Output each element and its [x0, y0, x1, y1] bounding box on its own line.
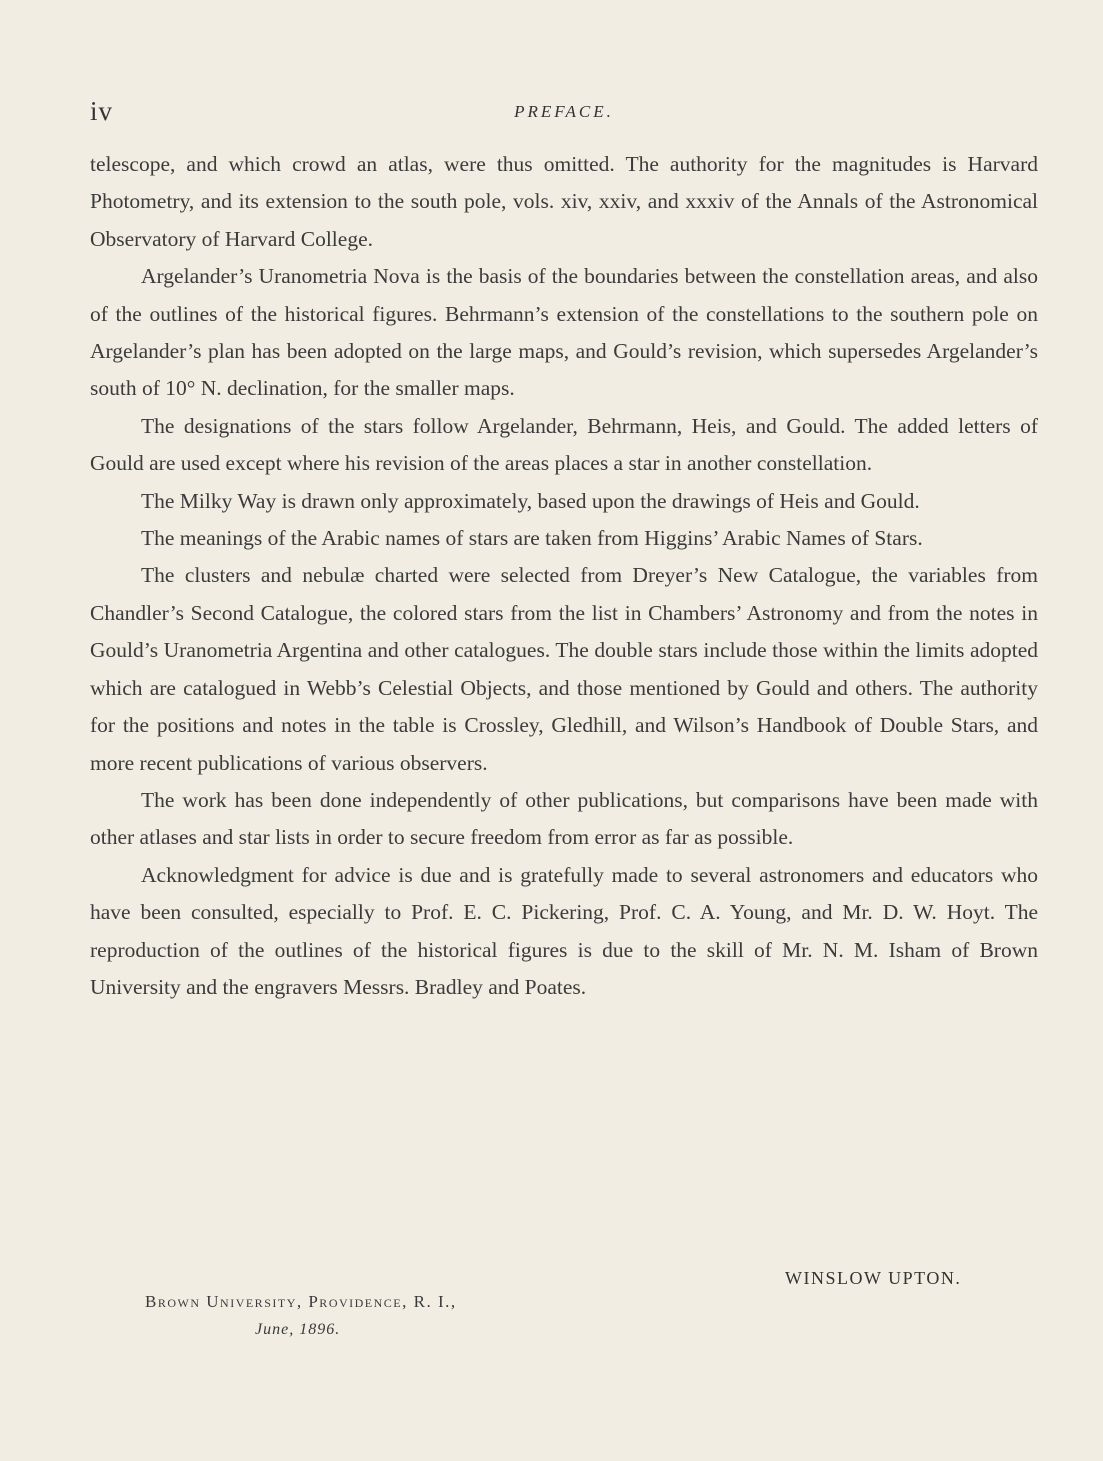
paragraph-arabic-names: The meanings of the Arabic names of stars are taken from Higgins’ Arabic Names of Stars.: [141, 526, 923, 551]
author-address: Brown University, Providence, R. I.,: [145, 1292, 457, 1311]
page-number: iv: [90, 96, 114, 126]
paragraph-uranometria: Argelander’s Uranometria Nova is the basis of the boundaries between the constellation areas, and also of the outlines of the historical figures. Behrmann’s extension of the constellations to the southern pole on Argelander’s plan has been adopted on the large maps, and Gould’s revision, which supersedes Argelander’s south of 10° N. declination, for the smaller maps.: [90, 264, 1038, 401]
paragraph-designations: The designations of the stars follow Argelander, Behrmann, Heis, and Gould. The added letters of Gould are used except where his revision of the areas places a star in another constellation.: [90, 413, 1038, 476]
paragraph-acknowledgment: Acknowledgment for advice is due and is gratefully made to several astronomers and educators who have been consulted, especially to Prof. E. C. Pickering, Prof. C. A. Young, and Mr. D. W. Hoyt. The reproduction of the outlines of the historical figures is due to the skill of Mr. N. M. Isham of Brown University and the engravers Messrs. Bradley and Poates.: [90, 862, 1038, 999]
paragraph-independent-work: The work has been done independently of other publications, but comparisons have been made with other atlases and star lists in order to secure freedom from error as far as possible.: [90, 787, 1038, 850]
preface-body: [90, 146, 1038, 1006]
author-signature: WINSLOW UPTON.: [785, 1268, 962, 1288]
preface-date: June, 1896.: [255, 1321, 341, 1338]
paragraph-milky-way: The Milky Way is drawn only approximately, based upon the drawings of Heis and Gould.: [141, 488, 920, 513]
paragraph-continued: telescope, and which crowd an atlas, were thus omitted. The authority for the magnitudes is Harvard Photometry, and its extension to the south pole, vols. xiv, xxiv, and xxxiv of the Annals of the Astronomical Observatory of Harvard College.: [90, 152, 1038, 251]
running-head: PREFACE.: [514, 102, 614, 121]
paragraph-clusters: The clusters and nebulæ charted were selected from Dreyer’s New Catalogue, the variables from Chandler’s Second Catalogue, the colored stars from the list in Chambers’ Astronomy and from the notes in Gould’s Uranometria Argentina and other catalogues. The double stars include those within the limits adopted which are catalogued in Webb’s Celestial Objects, and those mentioned by Gould and others. The authority for the positions and notes in the table is Crossley, Gledhill, and Wilson’s Handbook of Double Stars, and more recent publications of various observers.: [90, 563, 1038, 775]
